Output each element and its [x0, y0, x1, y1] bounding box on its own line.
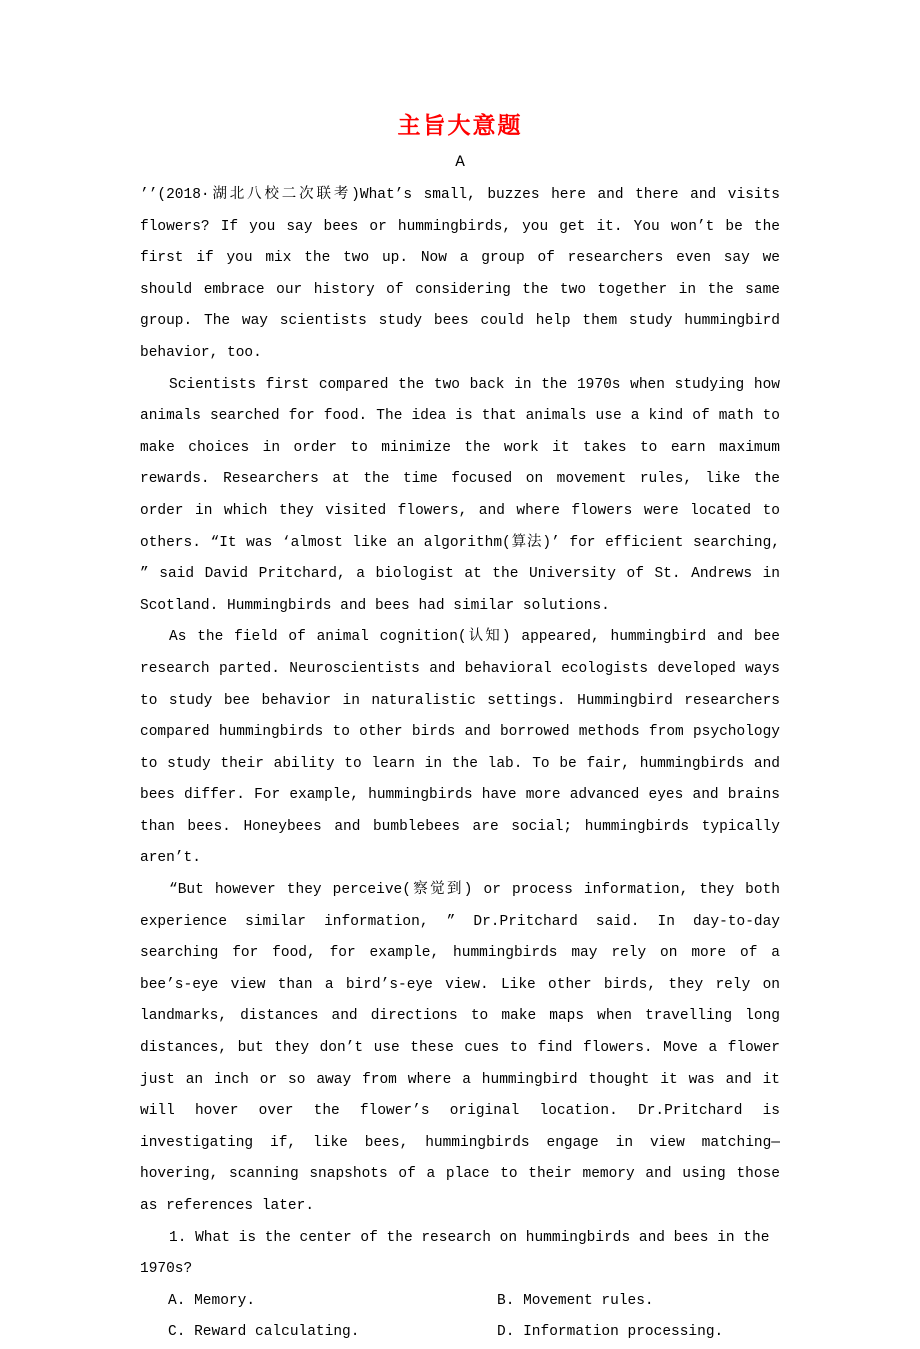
page-title: 主旨大意题 [397, 113, 523, 139]
section-label: A [455, 153, 465, 171]
passage [140, 180, 780, 1349]
option-d: D. Information processing. [497, 1324, 724, 1341]
option-b: B. Movement rules. [497, 1292, 654, 1309]
paragraph-3: As the field of animal cognition(认知) appeared, hummingbird and bee research parted. Neuroscientists and behavioral ecologists developed ways to study bee behavior in naturalistic settings. Hummingbird researchers compared hummingbirds to other birds and borrowed methods from psychology to study their ability to learn in the lab. To be fair, hummingbirds and bees differ. For example, hummingbirds have more advanced eyes and brains than bees. Honeybees and bumblebees are social; hummingbirds typically aren’t. [140, 629, 780, 867]
question-text: 1. What is the center of the research on hummingbirds and bees in the 1970s? [140, 1229, 770, 1278]
option-c: C. Reward calculating. [168, 1324, 360, 1341]
options-grid [140, 1286, 780, 1349]
paragraph-1: ’’(2018·湖北八校二次联考)What’s small, buzzes here and there and visits flowers? If you say bees or hummingbirds, you get it. You won’t be the first if you mix the two up. Now a group of researchers even say we should embrace our history of considering the two together in the same group. The way scientists study bees could help them study hummingbird behavior, too. [140, 187, 780, 361]
paragraph-4: “But however they perceive(察觉到) or process information, they both experience similar information, ” Dr.Pritchard said. In day-to-day searching for food, for example, hummingbirds may rely on more of a bee’s-eye view than a bird’s-eye view. Like other birds, they rely on landmarks, distances and directions to make maps when travelling long distances, but they don’t use these cues to find flowers. Move a flower just an inch or so away from where a hummingbird thought it was and it will hover over the flower’s original location. Dr.Pritchard is investigating if, like bees, hummingbirds engage in view matching—hovering, scanning snapshots of a place to their memory and using those as references later. [140, 882, 780, 1214]
option-row [168, 1317, 780, 1349]
paragraph-2: Scientists first compared the two back in the 1970s when studying how animals searched for food. The idea is that animals use a kind of math to make choices in order to minimize the work it takes to earn maximum rewards. Researchers at the time focused on movement rules, like the order in which they visited flowers, and where flowers were located to others. “It was ‘almost like an algorithm(算法)’ for efficient searching, ” said David Pritchard, a biologist at the University of St. Andrews in Scotland. Hummingbirds and bees had similar solutions. [140, 376, 780, 614]
option-a: A. Memory. [168, 1292, 256, 1309]
